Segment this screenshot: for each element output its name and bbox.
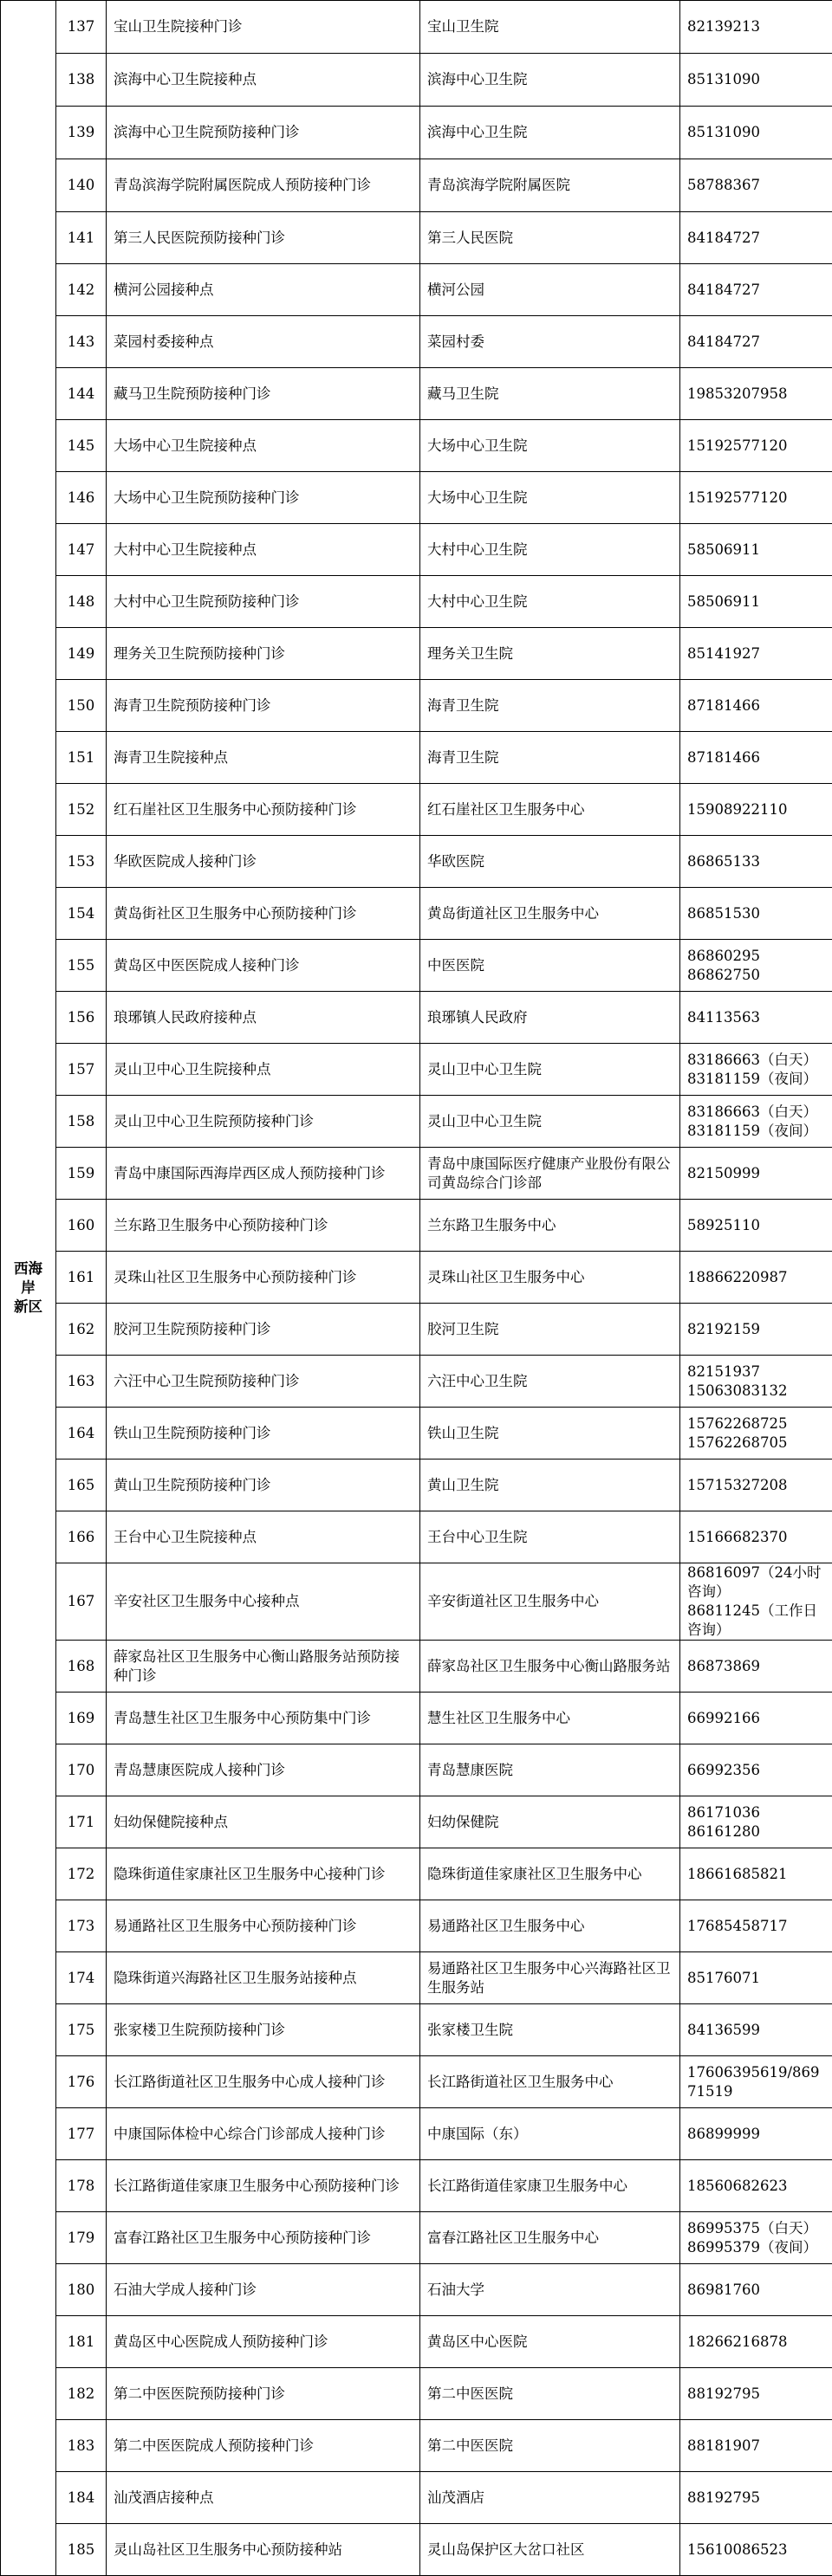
table-row (1, 524, 832, 576)
row-number: 184 (56, 2472, 107, 2524)
site-name: 黄山卫生院预防接种门诊 (107, 1460, 420, 1511)
row-number: 154 (56, 888, 107, 940)
table-row (1, 264, 832, 316)
site-name: 大村中心卫生院接种点 (107, 524, 420, 576)
phone-number: 87181466 (680, 680, 832, 732)
site-name: 长江路街道社区卫生服务中心成人接种门诊 (107, 2056, 420, 2108)
phone-number: 18560682623 (680, 2160, 832, 2212)
row-number: 146 (56, 472, 107, 524)
unit-name: 滨海中心卫生院 (420, 107, 680, 159)
unit-name: 青岛慧康医院 (420, 1744, 680, 1796)
unit-name: 长江路街道佳家康卫生服务中心 (420, 2160, 680, 2212)
table-row (1, 2056, 832, 2108)
site-name: 滨海中心卫生院接种点 (107, 54, 420, 107)
table-row (1, 1848, 832, 1900)
site-name: 六汪中心卫生院预防接种门诊 (107, 1356, 420, 1408)
phone-number: 17685458717 (680, 1900, 832, 1952)
phone-number: 58925110 (680, 1200, 832, 1252)
unit-name: 胶河卫生院 (420, 1304, 680, 1356)
unit-name: 易通路社区卫生服务中心 (420, 1900, 680, 1952)
row-number: 153 (56, 836, 107, 888)
row-number: 170 (56, 1744, 107, 1796)
site-name: 铁山卫生院预防接种门诊 (107, 1408, 420, 1460)
row-number: 162 (56, 1304, 107, 1356)
unit-name: 妇幼保健院 (420, 1796, 680, 1848)
site-name: 大村中心卫生院预防接种门诊 (107, 576, 420, 628)
site-name: 辛安社区卫生服务中心接种点 (107, 1563, 420, 1641)
table-row (1, 159, 832, 212)
table-row (1, 1900, 832, 1952)
table-row (1, 1563, 832, 1641)
table-row (1, 1148, 832, 1200)
row-number: 155 (56, 940, 107, 992)
site-name: 灵山卫中心卫生院预防接种门诊 (107, 1096, 420, 1148)
row-number: 179 (56, 2212, 107, 2264)
row-number: 167 (56, 1563, 107, 1641)
row-number: 185 (56, 2524, 107, 2576)
row-number: 172 (56, 1848, 107, 1900)
table-row (1, 54, 832, 107)
site-name: 张家楼卫生院预防接种门诊 (107, 2004, 420, 2056)
phone-number: 86860295 86862750 (680, 940, 832, 992)
unit-name: 六汪中心卫生院 (420, 1356, 680, 1408)
site-name: 菜园村委接种点 (107, 316, 420, 368)
site-name: 滨海中心卫生院预防接种门诊 (107, 107, 420, 159)
row-number: 140 (56, 159, 107, 212)
row-number: 160 (56, 1200, 107, 1252)
site-name: 隐珠街道佳家康社区卫生服务中心接种门诊 (107, 1848, 420, 1900)
unit-name: 藏马卫生院 (420, 368, 680, 420)
row-number: 137 (56, 1, 107, 54)
row-number: 177 (56, 2108, 107, 2160)
table-row (1, 2212, 832, 2264)
phone-number: 15192577120 (680, 472, 832, 524)
row-number: 152 (56, 784, 107, 836)
row-number: 181 (56, 2316, 107, 2368)
site-name: 宝山卫生院接种门诊 (107, 1, 420, 54)
table-row (1, 888, 832, 940)
table-row (1, 1952, 832, 2004)
unit-name: 石油大学 (420, 2264, 680, 2316)
unit-name: 第三人民医院 (420, 212, 680, 264)
site-name: 灵山岛社区卫生服务中心预防接种站 (107, 2524, 420, 2576)
phone-number: 82192159 (680, 1304, 832, 1356)
unit-name: 兰东路卫生服务中心 (420, 1200, 680, 1252)
row-number: 169 (56, 1693, 107, 1744)
unit-name: 薛家岛社区卫生服务中心衡山路服务站 (420, 1641, 680, 1693)
table-row (1, 2004, 832, 2056)
unit-name: 易通路社区卫生服务中心兴海路社区卫生服务站 (420, 1952, 680, 2004)
phone-number: 88181907 (680, 2420, 832, 2472)
site-name: 海青卫生院接种点 (107, 732, 420, 784)
phone-number: 84184727 (680, 212, 832, 264)
row-number: 166 (56, 1511, 107, 1563)
table-row (1, 2316, 832, 2368)
table-row (1, 628, 832, 680)
unit-name: 第二中医医院 (420, 2420, 680, 2472)
site-name: 胶河卫生院预防接种门诊 (107, 1304, 420, 1356)
phone-number: 58788367 (680, 159, 832, 212)
unit-name: 辛安街道社区卫生服务中心 (420, 1563, 680, 1641)
site-name: 灵珠山社区卫生服务中心预防接种门诊 (107, 1252, 420, 1304)
phone-number: 15762268725 15762268705 (680, 1408, 832, 1460)
table-row (1, 107, 832, 159)
row-number: 173 (56, 1900, 107, 1952)
row-number: 159 (56, 1148, 107, 1200)
unit-name: 王台中心卫生院 (420, 1511, 680, 1563)
row-number: 143 (56, 316, 107, 368)
phone-number: 86995375（白天） 86995379（夜间） (680, 2212, 832, 2264)
unit-name: 横河公园 (420, 264, 680, 316)
phone-number: 84184727 (680, 264, 832, 316)
phone-number: 86171036 86161280 (680, 1796, 832, 1848)
site-name: 兰东路卫生服务中心预防接种门诊 (107, 1200, 420, 1252)
row-number: 174 (56, 1952, 107, 2004)
site-name: 青岛慧生社区卫生服务中心预防集中门诊 (107, 1693, 420, 1744)
phone-number: 82151937 15063083132 (680, 1356, 832, 1408)
unit-name: 黄岛街道社区卫生服务中心 (420, 888, 680, 940)
row-number: 165 (56, 1460, 107, 1511)
site-name: 第二中医医院预防接种门诊 (107, 2368, 420, 2420)
unit-name: 长江路街道社区卫生服务中心 (420, 2056, 680, 2108)
row-number: 148 (56, 576, 107, 628)
table-row (1, 680, 832, 732)
site-name: 第二中医医院成人预防接种门诊 (107, 2420, 420, 2472)
table-row (1, 368, 832, 420)
phone-number: 85176071 (680, 1952, 832, 2004)
row-number: 164 (56, 1408, 107, 1460)
phone-number: 86873869 (680, 1641, 832, 1693)
table-row (1, 1200, 832, 1252)
unit-name: 中康国际（东） (420, 2108, 680, 2160)
row-number: 161 (56, 1252, 107, 1304)
phone-number: 83186663（白天） 83181159（夜间） (680, 1044, 832, 1096)
site-name: 青岛中康国际西海岸西区成人预防接种门诊 (107, 1148, 420, 1200)
phone-number: 18661685821 (680, 1848, 832, 1900)
site-name: 琅琊镇人民政府接种点 (107, 992, 420, 1044)
phone-number: 15610086523 (680, 2524, 832, 2576)
table-row (1, 1252, 832, 1304)
site-name: 横河公园接种点 (107, 264, 420, 316)
site-name: 妇幼保健院接种点 (107, 1796, 420, 1848)
unit-name: 灵珠山社区卫生服务中心 (420, 1252, 680, 1304)
unit-name: 黄岛区中心医院 (420, 2316, 680, 2368)
site-name: 长江路街道佳家康卫生服务中心预防接种门诊 (107, 2160, 420, 2212)
unit-name: 海青卫生院 (420, 732, 680, 784)
unit-name: 灵山卫中心卫生院 (420, 1044, 680, 1096)
phone-number: 88192795 (680, 2472, 832, 2524)
table-row (1, 940, 832, 992)
phone-number: 17606395619/86971519 (680, 2056, 832, 2108)
unit-name: 宝山卫生院 (420, 1, 680, 54)
phone-number: 58506911 (680, 576, 832, 628)
phone-number: 18266216878 (680, 2316, 832, 2368)
phone-number: 85131090 (680, 107, 832, 159)
unit-name: 隐珠街道佳家康社区卫生服务中心 (420, 1848, 680, 1900)
phone-number: 87181466 (680, 732, 832, 784)
phone-number: 82139213 (680, 1, 832, 54)
unit-name: 汕茂酒店 (420, 2472, 680, 2524)
site-name: 富春江路社区卫生服务中心预防接种门诊 (107, 2212, 420, 2264)
phone-number: 84136599 (680, 2004, 832, 2056)
row-number: 139 (56, 107, 107, 159)
table-row (1, 472, 832, 524)
site-name: 第三人民医院预防接种门诊 (107, 212, 420, 264)
site-name: 红石崖社区卫生服务中心预防接种门诊 (107, 784, 420, 836)
row-number: 150 (56, 680, 107, 732)
table-row (1, 836, 832, 888)
row-number: 178 (56, 2160, 107, 2212)
table-row (1, 1460, 832, 1511)
unit-name: 琅琊镇人民政府 (420, 992, 680, 1044)
table-row (1, 1796, 832, 1848)
row-number: 145 (56, 420, 107, 472)
phone-number: 83186663（白天） 83181159（夜间） (680, 1096, 832, 1148)
unit-name: 富春江路社区卫生服务中心 (420, 2212, 680, 2264)
row-number: 171 (56, 1796, 107, 1848)
row-number: 147 (56, 524, 107, 576)
table-row (1, 1408, 832, 1460)
unit-name: 铁山卫生院 (420, 1408, 680, 1460)
phone-number: 85141927 (680, 628, 832, 680)
site-name: 薛家岛社区卫生服务中心衡山路服务站预防接种门诊 (107, 1641, 420, 1693)
row-number: 168 (56, 1641, 107, 1693)
site-name: 隐珠街道兴海路社区卫生服务站接种点 (107, 1952, 420, 2004)
site-name: 理务关卫生院预防接种门诊 (107, 628, 420, 680)
table-row (1, 784, 832, 836)
site-name: 海青卫生院预防接种门诊 (107, 680, 420, 732)
table-row (1, 1044, 832, 1096)
table-row (1, 2472, 832, 2524)
site-name: 黄岛街社区卫生服务中心预防接种门诊 (107, 888, 420, 940)
table-row (1, 420, 832, 472)
phone-number: 15166682370 (680, 1511, 832, 1563)
phone-number: 86816097（24小时咨询） 86811245（工作日咨询） (680, 1563, 832, 1641)
phone-number: 15192577120 (680, 420, 832, 472)
site-name: 黄岛区中心医院成人预防接种门诊 (107, 2316, 420, 2368)
unit-name: 第二中医医院 (420, 2368, 680, 2420)
site-name: 易通路社区卫生服务中心预防接种门诊 (107, 1900, 420, 1952)
table-row (1, 732, 832, 784)
site-name: 大场中心卫生院预防接种门诊 (107, 472, 420, 524)
unit-name: 青岛中康国际医疗健康产业股份有限公司黄岛综合门诊部 (420, 1148, 680, 1200)
table-row (1, 1304, 832, 1356)
table-row (1, 1, 832, 54)
row-number: 151 (56, 732, 107, 784)
unit-name: 海青卫生院 (420, 680, 680, 732)
unit-name: 大场中心卫生院 (420, 420, 680, 472)
table-row (1, 2264, 832, 2316)
unit-name: 大场中心卫生院 (420, 472, 680, 524)
phone-number: 18866220987 (680, 1252, 832, 1304)
phone-number: 19853207958 (680, 368, 832, 420)
row-number: 163 (56, 1356, 107, 1408)
unit-name: 灵山卫中心卫生院 (420, 1096, 680, 1148)
row-number: 175 (56, 2004, 107, 2056)
table-row (1, 1641, 832, 1693)
unit-name: 张家楼卫生院 (420, 2004, 680, 2056)
table-row (1, 576, 832, 628)
row-number: 141 (56, 212, 107, 264)
phone-number: 15715327208 (680, 1460, 832, 1511)
unit-name: 理务关卫生院 (420, 628, 680, 680)
unit-name: 灵山岛保护区大岔口社区 (420, 2524, 680, 2576)
unit-name: 青岛滨海学院附属医院 (420, 159, 680, 212)
table-row (1, 2108, 832, 2160)
phone-number: 58506911 (680, 524, 832, 576)
unit-name: 滨海中心卫生院 (420, 54, 680, 107)
unit-name: 华欧医院 (420, 836, 680, 888)
row-number: 149 (56, 628, 107, 680)
unit-name: 中医医院 (420, 940, 680, 992)
table-row (1, 316, 832, 368)
table-row (1, 992, 832, 1044)
row-number: 144 (56, 368, 107, 420)
unit-name: 菜园村委 (420, 316, 680, 368)
row-number: 142 (56, 264, 107, 316)
unit-name: 红石崖社区卫生服务中心 (420, 784, 680, 836)
site-name: 王台中心卫生院接种点 (107, 1511, 420, 1563)
table-row (1, 212, 832, 264)
table-row (1, 2368, 832, 2420)
site-name: 中康国际体检中心综合门诊部成人接种门诊 (107, 2108, 420, 2160)
table-row (1, 1744, 832, 1796)
phone-number: 88192795 (680, 2368, 832, 2420)
phone-number: 86981760 (680, 2264, 832, 2316)
phone-number: 86851530 (680, 888, 832, 940)
row-number: 157 (56, 1044, 107, 1096)
phone-number: 15908922110 (680, 784, 832, 836)
unit-name: 大村中心卫生院 (420, 576, 680, 628)
site-name: 石油大学成人接种门诊 (107, 2264, 420, 2316)
site-name: 灵山卫中心卫生院接种点 (107, 1044, 420, 1096)
phone-number: 86899999 (680, 2108, 832, 2160)
row-number: 183 (56, 2420, 107, 2472)
site-name: 青岛滨海学院附属医院成人预防接种门诊 (107, 159, 420, 212)
phone-number: 85131090 (680, 54, 832, 107)
phone-number: 66992356 (680, 1744, 832, 1796)
row-number: 176 (56, 2056, 107, 2108)
table-body (1, 1, 832, 2576)
phone-number: 82150999 (680, 1148, 832, 1200)
table-row (1, 1356, 832, 1408)
phone-number: 84184727 (680, 316, 832, 368)
site-name: 黄岛区中医医院成人接种门诊 (107, 940, 420, 992)
phone-number: 84113563 (680, 992, 832, 1044)
site-name: 青岛慧康医院成人接种门诊 (107, 1744, 420, 1796)
district-cell: 西海岸 新区 (1, 1, 56, 2576)
table-row (1, 1511, 832, 1563)
site-name: 汕茂酒店接种点 (107, 2472, 420, 2524)
site-name: 大场中心卫生院接种点 (107, 420, 420, 472)
unit-name: 大村中心卫生院 (420, 524, 680, 576)
row-number: 180 (56, 2264, 107, 2316)
row-number: 158 (56, 1096, 107, 1148)
unit-name: 慧生社区卫生服务中心 (420, 1693, 680, 1744)
row-number: 138 (56, 54, 107, 107)
row-number: 182 (56, 2368, 107, 2420)
phone-number: 86865133 (680, 836, 832, 888)
row-number: 156 (56, 992, 107, 1044)
table-row (1, 1693, 832, 1744)
unit-name: 黄山卫生院 (420, 1460, 680, 1511)
table-row (1, 1096, 832, 1148)
site-name: 藏马卫生院预防接种门诊 (107, 368, 420, 420)
table-row (1, 2160, 832, 2212)
table-row (1, 2420, 832, 2472)
phone-number: 66992166 (680, 1693, 832, 1744)
site-name: 华欧医院成人接种门诊 (107, 836, 420, 888)
